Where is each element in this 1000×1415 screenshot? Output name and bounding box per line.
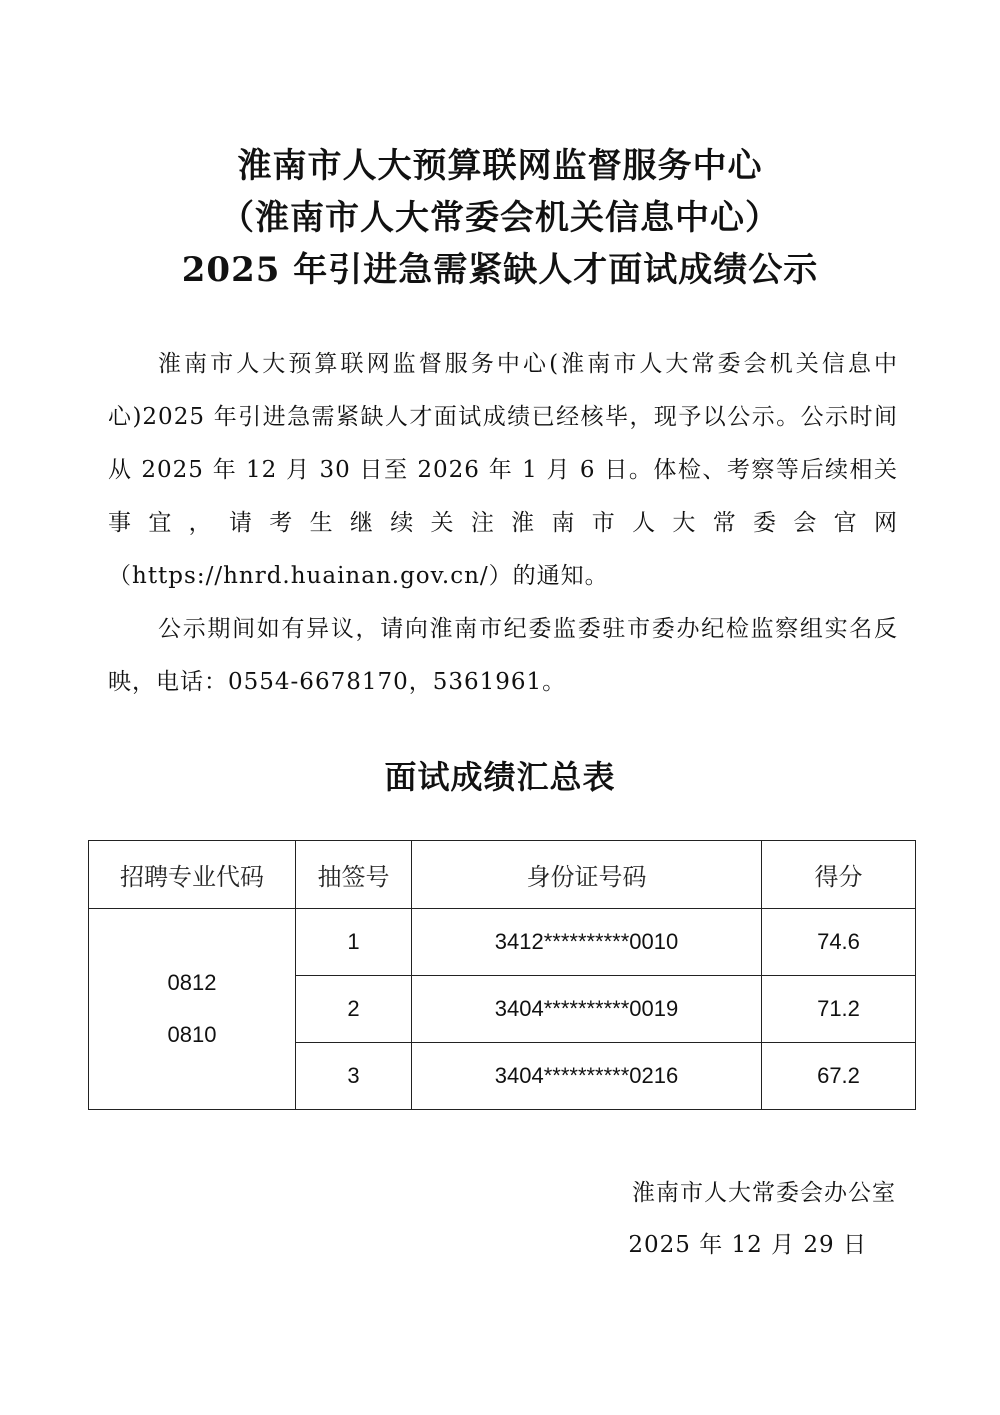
header-draw-number: 抽签号 (296, 841, 412, 909)
major-codes-cell (89, 909, 296, 1110)
score-cell: 74.6 (762, 909, 916, 976)
id-number-cell: 3404**********0216 (412, 1043, 762, 1110)
page-title-line-3: 2025 年引进急需紧缺人才面试成绩公示 (181, 250, 819, 290)
page-title-line-1: 淮南市人大预算联网监督服务中心 (237, 146, 763, 186)
score-cell: 71.2 (762, 976, 916, 1043)
signature-organization: 淮南市人大常委会办公室 (632, 1180, 896, 1206)
score-cell: 67.2 (762, 1043, 916, 1110)
signature-date: 2025 年 12 月 29 日 (628, 1232, 867, 1258)
header-score: 得分 (762, 841, 916, 909)
header-id-number: 身份证号码 (412, 841, 762, 909)
id-number-cell: 3412**********0010 (412, 909, 762, 976)
table-title: 面试成绩汇总表 (384, 758, 616, 796)
header-major-code: 招聘专业代码 (89, 841, 296, 909)
table-row (89, 909, 916, 976)
draw-number-cell: 3 (296, 1043, 412, 1110)
major-code: 0812 (167, 970, 217, 995)
page-title-line-2: （淮南市人大常委会机关信息中心） (220, 198, 780, 238)
major-code: 0810 (167, 1022, 217, 1047)
notice-paragraph: 淮南市人大预算联网监督服务中心(淮南市人大常委会机关信息中心)2025 年引进急需紧缺人才面试成绩已经核毕，现予以公示。公示时间从 2025 年 12 月 30 日至 2026 年 1 月 6 日。体检、考察等后续相关事宜，请考生继续关注淮南市人大常委会官网（https://hnrd.huainan.gov.cn/）的通知。 (108, 351, 898, 589)
table-header-row (89, 841, 916, 909)
draw-number-cell: 2 (296, 976, 412, 1043)
objection-paragraph: 公示期间如有异议，请向淮南市纪委监委驻市委办纪检监察组实名反映，电话：0554-6678170，5361961。 (108, 616, 898, 695)
scores-table (88, 840, 916, 1110)
draw-number-cell: 1 (296, 909, 412, 976)
id-number-cell: 3404**********0019 (412, 976, 762, 1043)
